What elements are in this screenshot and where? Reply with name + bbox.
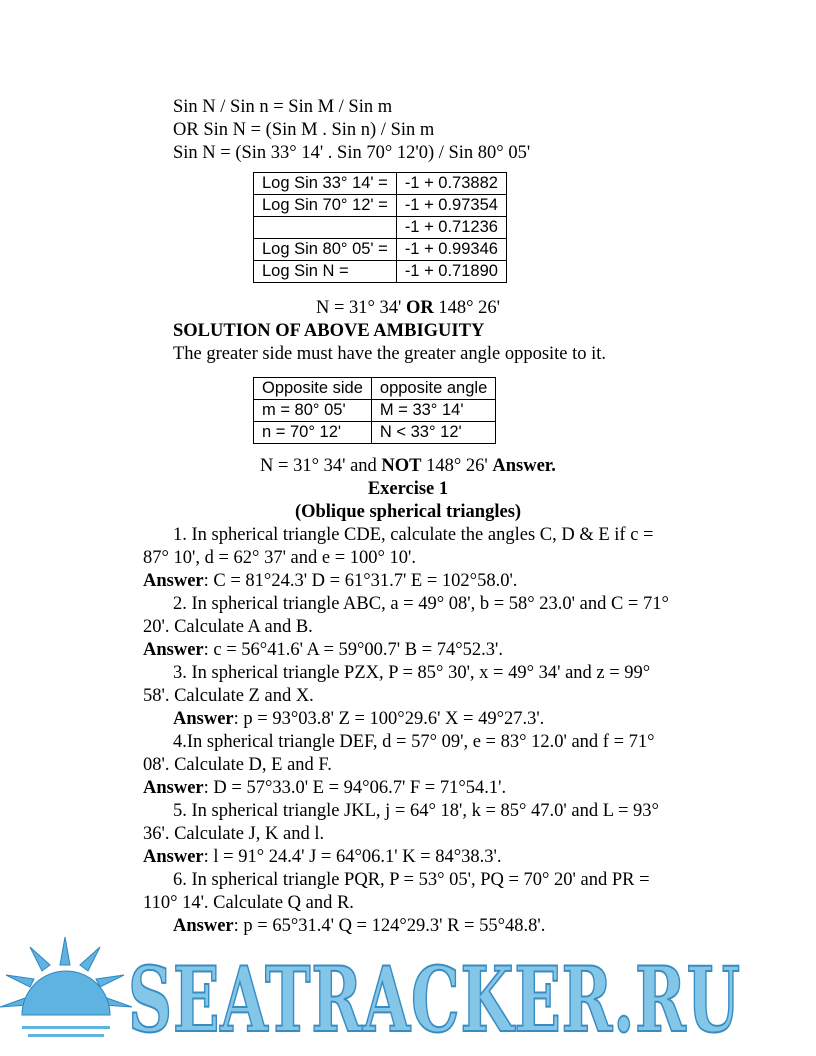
log-table-value: -1 + 0.97354 xyxy=(396,195,506,217)
answer-6: Answer: p = 65°31.4' Q = 124°29.3' R = 55°48.8'. xyxy=(173,916,546,936)
result-1-prefix: N = 31° 34' xyxy=(315,298,407,318)
problem-6-line-1: 6. In spherical triangle PQR, P = 53° 05', PQ = 70° 20' and PR = xyxy=(173,870,650,890)
answer-1: Answer: C = 81°24.3' D = 61°31.7' E = 102°58.0'. xyxy=(143,571,518,591)
opposite-table-cell: m = 80° 05' xyxy=(254,400,372,422)
exercise-subtitle: (Oblique spherical triangles) xyxy=(294,502,522,522)
log-table-row xyxy=(254,261,507,283)
result-line-1 xyxy=(0,297,816,320)
result-1-suffix: 148° 26' xyxy=(433,298,500,318)
opposite-table xyxy=(253,377,496,444)
result-line-2: N = 31° 34' and NOT 148° 26' Answer. xyxy=(260,456,556,476)
opposite-table-cell: M = 33° 14' xyxy=(371,400,495,422)
opposite-table-header-cell: opposite angle xyxy=(371,378,495,400)
log-table-label: Log Sin N = xyxy=(254,261,397,283)
exercise-title: Exercise 1 xyxy=(367,479,449,499)
log-table-label: Log Sin 70° 12' = xyxy=(254,195,397,217)
opposite-table-row xyxy=(254,422,496,444)
answer-5: Answer: l = 91° 24.4' J = 64°06.1' K = 84°38.3'. xyxy=(143,847,502,867)
log-table-label: Log Sin 33° 14' = xyxy=(254,173,397,195)
log-table-row xyxy=(254,217,507,239)
log-table-value: -1 + 0.99346 xyxy=(396,239,506,261)
sun-logo-icon xyxy=(0,935,135,1056)
log-table-label xyxy=(254,217,397,239)
formula-line-3: Sin N = (Sin 33° 14' . Sin 70° 12'0) / Sin 80° 05' xyxy=(173,143,531,163)
problem-6-line-2: 110° 14'. Calculate Q and R. xyxy=(143,893,354,913)
problem-4-line-2: 08'. Calculate D, E and F. xyxy=(143,755,332,775)
formula-line-1: Sin N / Sin n = Sin M / Sin m xyxy=(173,97,393,117)
problem-5-line-1: 5. In spherical triangle JKL, j = 64° 18', k = 85° 47.0' and L = 93° xyxy=(173,801,659,821)
answer-2: Answer: c = 56°41.6' A = 59°00.7' B = 74°52.3'. xyxy=(143,640,504,660)
opposite-table-row xyxy=(254,400,496,422)
log-table-value: -1 + 0.71236 xyxy=(396,217,506,239)
problem-1-line-1: 1. In spherical triangle CDE, calculate the angles C, D & E if c = xyxy=(173,525,654,545)
opposite-table-header-cell: Opposite side xyxy=(254,378,372,400)
log-table-value: -1 + 0.73882 xyxy=(396,173,506,195)
problem-2-line-2: 20'. Calculate A and B. xyxy=(143,617,313,637)
log-table-row xyxy=(254,239,507,261)
log-table-row xyxy=(254,195,507,217)
problem-3-line-2: 58'. Calculate Z and X. xyxy=(143,686,314,706)
problem-1-line-2: 87° 10', d = 62° 37' and e = 100° 10'. xyxy=(143,548,416,568)
watermark-text: SEATRACKER.RU xyxy=(128,947,741,1053)
problem-4-line-1: 4.In spherical triangle DEF, d = 57° 09', e = 83° 12.0' and f = 71° xyxy=(173,732,655,752)
formula-line-2: OR Sin N = (Sin M . Sin n) / Sin m xyxy=(173,120,435,140)
problem-2-line-1: 2. In spherical triangle ABC, a = 49° 08', b = 58° 23.0' and C = 71° xyxy=(173,594,669,614)
log-table-row xyxy=(254,173,507,195)
ambiguity-text: The greater side must have the greater angle opposite to it. xyxy=(173,344,607,364)
log-table-value: -1 + 0.71890 xyxy=(396,261,506,283)
opposite-table-cell: n = 70° 12' xyxy=(254,422,372,444)
problem-5-line-2: 36'. Calculate J, K and l. xyxy=(143,824,325,844)
log-table-label: Log Sin 80° 05' = xyxy=(254,239,397,261)
result-1-or: OR xyxy=(406,298,434,318)
problem-3-line-1: 3. In spherical triangle PZX, P = 85° 30', x = 49° 34' and z = 99° xyxy=(173,663,651,683)
answer-4: Answer: D = 57°33.0' E = 94°06.7' F = 71°54.1'. xyxy=(143,778,507,798)
ambiguity-heading: SOLUTION OF ABOVE AMBIGUITY xyxy=(173,321,485,341)
answer-3: Answer: p = 93°03.8' Z = 100°29.6' X = 49°27.3'. xyxy=(173,709,545,729)
opposite-table-cell: N < 33° 12' xyxy=(371,422,495,444)
opposite-table-header xyxy=(254,378,496,400)
log-table xyxy=(253,172,507,283)
